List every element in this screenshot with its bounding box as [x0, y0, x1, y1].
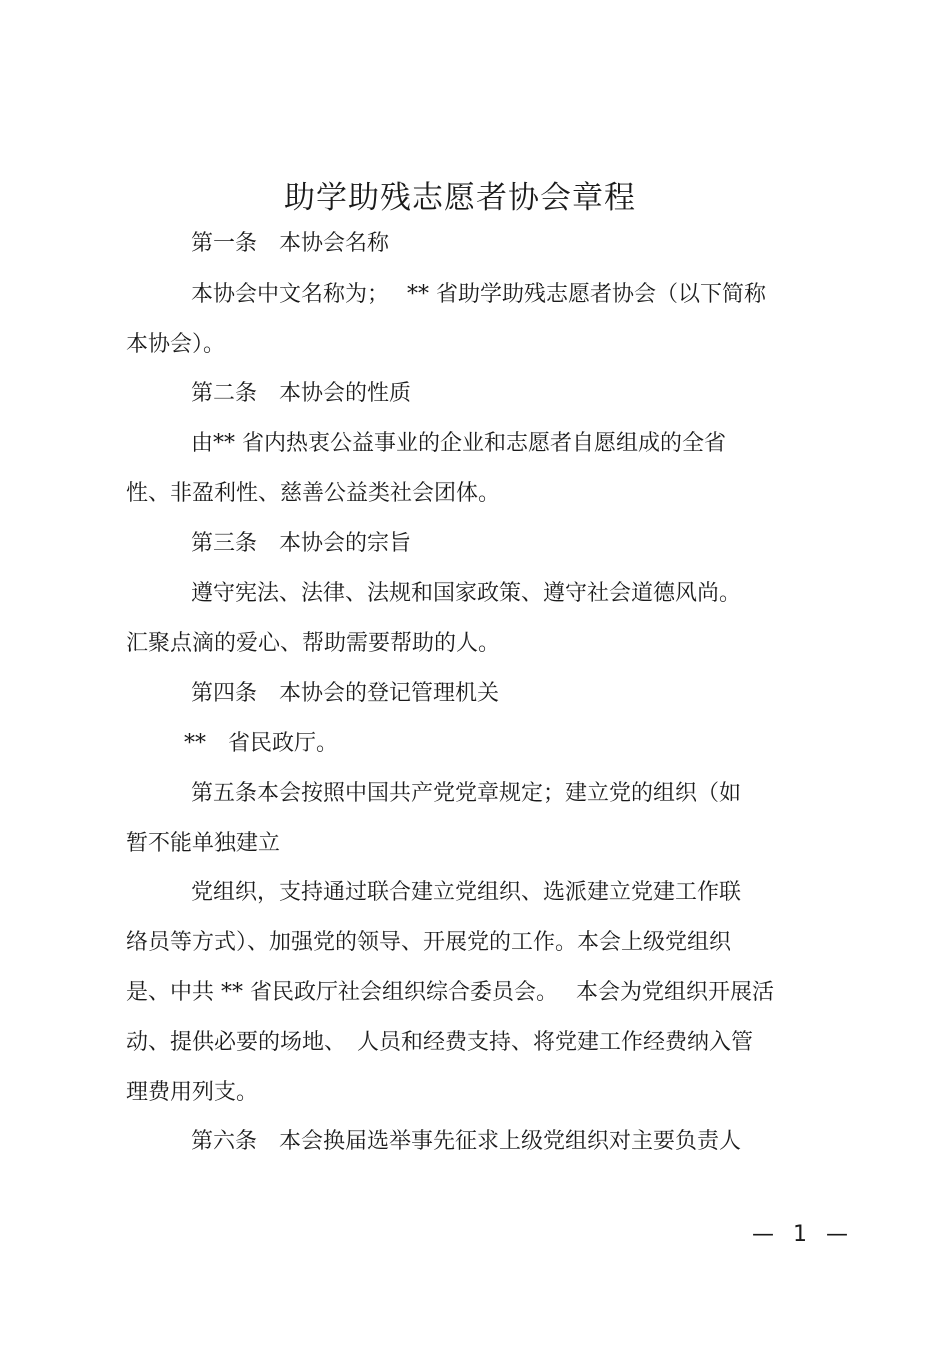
paragraph-line: 络员等方式）、加强党的领导、开展党的工作。本会上级党组织: [126, 930, 732, 955]
article-6-heading: 第六条 本会换届选举事先征求上级党组织对主要负责人: [191, 1129, 742, 1154]
page-number: — 1 —: [752, 1222, 854, 1247]
paragraph-line: 动、提供必要的场地、 人员和经费支持、将党建工作经费纳入管: [126, 1030, 754, 1055]
paragraph-line: 是、中共 ** 省民政厅社会组织综合委员会。 本会为党组织开展活: [126, 980, 774, 1005]
article-5-heading: 第五条本会按照中国共产党党章规定；建立党的组织（如: [191, 781, 742, 806]
paragraph-line: 暂不能单独建立: [126, 831, 281, 856]
paragraph-line: 本协会中文名称为； ** 省助学助残志愿者协会（以下简称: [191, 282, 766, 307]
article-4-heading: 第四条 本协会的登记管理机关: [191, 681, 500, 706]
article-3-heading: 第三条 本协会的宗旨: [191, 531, 412, 556]
paragraph-line: 汇聚点滴的爱心、帮助需要帮助的人。: [126, 631, 501, 656]
paragraph-line: 由** 省内热衷公益事业的企业和志愿者自愿组成的全省: [191, 431, 726, 456]
paragraph-line: 遵守宪法、法律、法规和国家政策、遵守社会道德风尚。: [191, 581, 742, 606]
article-1-heading: 第一条 本协会名称: [191, 231, 390, 256]
paragraph-line: 理费用列支。: [126, 1080, 259, 1105]
paragraph-line: 本协会）。: [126, 332, 226, 357]
paragraph-line: ** 省民政厅。: [184, 731, 339, 756]
paragraph-line: 党组织，支持通过联合建立党组织、选派建立党建工作联: [191, 880, 742, 905]
paragraph-line: 性、非盈利性、慈善公益类社会团体。: [126, 481, 501, 506]
article-2-heading: 第二条 本协会的性质: [191, 381, 412, 406]
document-title: 助学助残志愿者协会章程: [284, 180, 636, 216]
